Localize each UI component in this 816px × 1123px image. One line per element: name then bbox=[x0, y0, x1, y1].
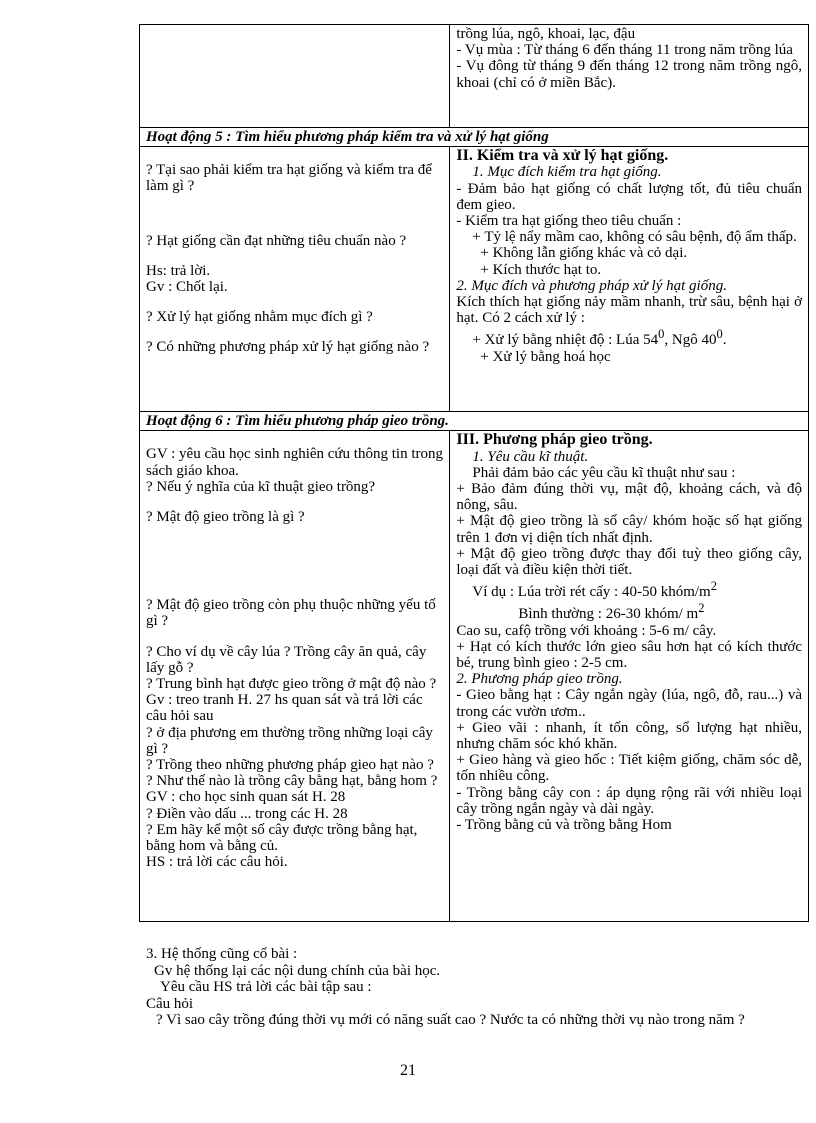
question-line: ? Có những phương pháp xử lý hạt giống nào ? bbox=[146, 339, 430, 356]
text-line: Câu hỏi bbox=[146, 995, 194, 1012]
superscript: 0 bbox=[658, 327, 665, 342]
text-line: Gv hệ thống lại các nội dung chính của bài học. bbox=[154, 962, 441, 979]
page-number: 21 bbox=[400, 1062, 416, 1079]
text-line-temperature bbox=[456, 326, 802, 348]
question-line: ? Cho ví dụ về cây lúa ? Trồng cây ăn quả, cây lấy gỗ ? bbox=[146, 643, 427, 676]
question-line: GV : yêu cầu học sinh nghiên cứu thông tin trong sách giáo khoa. bbox=[146, 446, 443, 479]
question-line: GV : cho học sinh quan sát H. 28 bbox=[146, 789, 346, 806]
question-line: ? Hạt giống cần đạt những tiêu chuẩn nào ? bbox=[146, 232, 407, 249]
question-line: Gv : treo tranh H. 27 hs quan sát và trả lời các câu hỏi sau bbox=[146, 692, 423, 725]
text-line: + Kích thước hạt to. bbox=[480, 261, 602, 278]
question-line: ? Tại sao phải kiểm tra hạt giống và kiểm tra để làm gì ? bbox=[146, 162, 432, 195]
section-heading: II. Kiểm tra và xử lý hạt giống. bbox=[456, 147, 669, 165]
question-line: ? Như thế nào là trồng cây bằng hạt, bằng hom ? bbox=[146, 773, 438, 790]
question-line: ? Xử lý hạt giống nhằm mục đích gì ? bbox=[146, 309, 373, 326]
table-row bbox=[140, 25, 809, 128]
text-line-normal bbox=[456, 600, 802, 622]
superscript: 2 bbox=[710, 579, 717, 594]
question-line: ? Trồng theo những phương pháp gieo hạt nào ? bbox=[146, 757, 434, 774]
question-line: ? ở địa phương em thường trồng những loại cây gì ? bbox=[146, 724, 433, 757]
text-fragment: . bbox=[722, 332, 727, 349]
text-line: - Đảm bảo hạt giống có chất lượng tốt, đủ tiêu chuẩn đem gieo. bbox=[456, 180, 802, 213]
text-fragment: + Xử lý bằng nhiệt độ : Lúa 54 bbox=[472, 332, 659, 349]
text-line: + Xử lý bằng hoá học bbox=[480, 348, 611, 365]
subheading: 1. Yêu cầu kĩ thuật. bbox=[472, 448, 589, 465]
text-line: + Bảo đảm đúng thời vụ, mật độ, khoảng cách, và độ nông, sâu. bbox=[456, 481, 802, 514]
text-line: + Mật độ gieo trồng là số cây/ khóm hoặc số hạt giống trên 1 đơn vị diện tích nhất định. bbox=[456, 513, 802, 546]
subheading: 2. Mục đích và phương pháp xử lý hạt giống. bbox=[456, 277, 727, 294]
question-line: ? Mật độ gieo trồng còn phụ thuộc những yếu tố gì ? bbox=[146, 597, 436, 630]
text-line: + Hạt có kích thước lớn gieo sâu hơn hạt có kích thước bé, trung bình gieo : 2-5 cm. bbox=[456, 638, 802, 672]
question-line: ? Trung bình hạt được gieo trồng ở mật độ nào ? bbox=[146, 676, 437, 693]
text-line: + Không lẫn giống khác và cỏ dại. bbox=[480, 245, 688, 262]
text-line: + Gieo hàng và gieo hốc : Tiết kiệm giống, chăm sóc dễ, tốn nhiều công. bbox=[456, 752, 802, 785]
table-row bbox=[140, 147, 809, 412]
question-line: ? Em hãy kể một số cây được trồng bằng hạt, bằng hom và bằng củ. bbox=[146, 821, 418, 855]
left-cell-empty bbox=[140, 25, 450, 128]
text-line: + Tỷ lệ nẩy mầm cao, không có sâu bệnh, độ ẩm thấp. bbox=[472, 229, 797, 246]
right-cell-planting-methods bbox=[450, 431, 809, 922]
text-line: Kích thích hạt giống nảy mầm nhanh, trừ sâu, bệnh hại ở hạt. Có 2 cách xử lý : bbox=[456, 294, 802, 327]
question-line: Hs: trả lời. bbox=[146, 262, 211, 279]
table-row bbox=[140, 412, 809, 431]
activity-5-heading: Hoạt động 5 : Tìm hiểu phương pháp kiểm tra và xử lý hạt giống bbox=[140, 128, 809, 147]
lesson-plan-table bbox=[139, 24, 809, 922]
table-row bbox=[140, 431, 809, 922]
text-line: - Gieo bằng hạt : Cây ngắn ngày (lúa, ngô, đỗ, rau...) và trong các vườn ươm.. bbox=[456, 687, 802, 720]
left-cell-questions-3 bbox=[140, 431, 450, 922]
text-line: - Trồng bằng cây con : áp dụng rộng rãi với nhiều loại cây trồng ngắn ngày và dài ngày. bbox=[456, 784, 802, 817]
text-line: Phải đảm bảo các yêu cầu kĩ thuật như sau : bbox=[472, 464, 736, 481]
text-line-example bbox=[456, 578, 802, 600]
table-row bbox=[140, 128, 809, 147]
text-line: Cao su, cafộ trồng với khoảng : 5-6 m/ cây. bbox=[456, 622, 717, 639]
text-line: + Mật độ gieo trồng được thay đổi tuỳ theo giống cây, loại đất và điều kiện thời tiết. bbox=[456, 545, 802, 579]
question-line: ? Nếu ý nghĩa của kĩ thuật gieo trồng? bbox=[146, 478, 376, 495]
section-heading: III. Phương pháp gieo trồng. bbox=[456, 431, 653, 449]
right-cell-seasons bbox=[450, 25, 809, 128]
text-line: + Gieo vãi : nhanh, ít tốn công, sổ lượng hạt nhiều, nhưng chăm sóc khó khăn. bbox=[456, 719, 802, 753]
superscript: 2 bbox=[698, 601, 705, 616]
text-line: - Vụ đông từ tháng 9 đến tháng 12 trong năm trồng ngô, khoai (chỉ có ở miền Bắc). bbox=[456, 58, 802, 91]
question-line: HS : trả lời các câu hỏi. bbox=[146, 854, 288, 871]
text-fragment: Ví dụ : Lúa trời rét cấy : 40-50 khóm/m bbox=[472, 584, 711, 601]
question-line: ? Điền vào dấu ... trong các H. 28 bbox=[146, 805, 348, 822]
text-line: - Kiểm tra hạt giống theo tiêu chuẩn : bbox=[456, 213, 682, 230]
text-line: trồng lúa, ngô, khoai, lạc, đậu bbox=[456, 26, 636, 42]
text-fragment: , Ngô 40 bbox=[664, 332, 717, 349]
text-line: Yêu cầu HS trả lời các bài tập sau : bbox=[160, 979, 372, 995]
superscript: 0 bbox=[716, 327, 723, 342]
text-fragment: Bình thường : 26-30 khóm/ m bbox=[518, 606, 699, 623]
text-line: - Vụ mùa : Từ tháng 6 đến tháng 11 trong năm trồng lúa bbox=[456, 42, 793, 59]
review-section bbox=[146, 946, 786, 1029]
activity-6-heading: Hoạt động 6 : Tìm hiểu phương pháp gieo trồng. bbox=[140, 412, 809, 431]
question-line: Gv : Chốt lại. bbox=[146, 279, 228, 296]
text-line: - Trồng bằng củ và trồng bằng Hom bbox=[456, 817, 672, 834]
question-line: ? Mật độ gieo trồng là gì ? bbox=[146, 509, 305, 526]
text-line: ? Vì sao cây trồng đúng thời vụ mới có năng suất cao ? Nước ta có những thời vụ nào trong năm ? bbox=[156, 1012, 745, 1028]
right-cell-seed-inspection bbox=[450, 147, 809, 412]
left-cell-questions-2 bbox=[140, 147, 450, 412]
subheading: 2. Phương pháp gieo trồng. bbox=[456, 671, 623, 688]
review-heading: 3. Hệ thống cũng cố bài : bbox=[146, 946, 298, 962]
subheading: 1. Mục đích kiểm tra hạt giống. bbox=[472, 164, 662, 181]
